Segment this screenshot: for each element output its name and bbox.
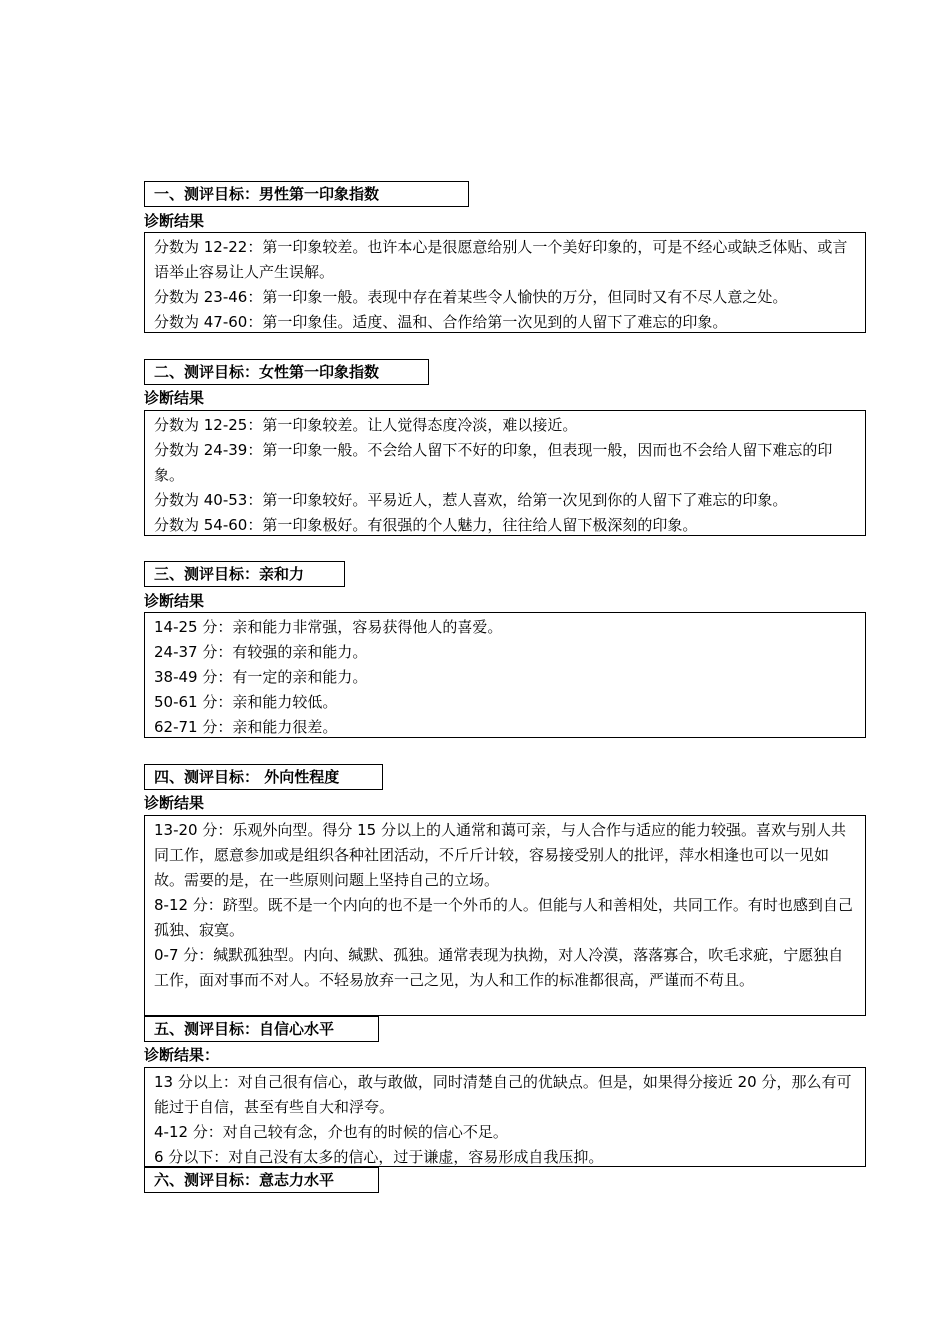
result-line: 24-37 分：有较强的亲和能力。: [154, 643, 368, 661]
result-line: 0-7 分：缄默孤独型。内向、缄默、孤独。通常表现为执拗，对人冷漠，落落寡合，吹毛求疵，宁愿独自工作，面对事而不对人。不轻易放弃一己之见，为人和工作的标准都很高，严谨而不苟且。: [154, 946, 844, 989]
result-line: 分数为 40-53：第一印象较好。平易近人，惹人喜欢，给第一次见到你的人留下了难忘的印象。: [154, 491, 788, 509]
result-line: 6 分以下：对自己没有太多的信心，过于谦虚，容易形成自我压抑。: [154, 1148, 604, 1166]
section-title-5: 五、测评目标：自信心水平: [144, 1016, 379, 1042]
diagnosis-label-5: 诊断结果：: [144, 1046, 220, 1064]
result-line: 62-71 分：亲和能力很差。: [154, 718, 338, 736]
result-line: 38-49 分：有一定的亲和能力。: [154, 668, 368, 686]
section-title-2: 二、测评目标：女性第一印象指数: [144, 359, 429, 385]
result-line: 分数为 47-60：第一印象佳。适度、温和、合作给第一次见到的人留下了难忘的印象。: [154, 313, 728, 331]
result-line: 分数为 24-39：第一印象一般。不会给人留下不好的印象，但表现一般，因而也不会给人留下难忘的印象。: [154, 441, 833, 484]
section-title-1: 一、测评目标：男性第一印象指数: [144, 181, 469, 207]
section-title-4: 四、测评目标： 外向性程度: [144, 764, 383, 790]
diagnosis-label-2: 诊断结果: [144, 389, 205, 407]
diagnosis-label-4: 诊断结果: [144, 794, 205, 812]
section-title-3: 三、测评目标：亲和力: [144, 561, 345, 587]
result-line: 50-61 分：亲和能力较低。: [154, 693, 338, 711]
result-line: 分数为 54-60：第一印象极好。有很强的个人魅力，往往给人留下极深刻的印象。: [154, 516, 698, 534]
result-line: 分数为 23-46：第一印象一般。表现中存在着某些令人愉快的万分，但同时又有不尽人意之处。: [154, 288, 788, 306]
section-title-6: 六、测评目标：意志力水平: [144, 1167, 379, 1193]
result-line: 4-12 分：对自己较有念，介也有的时候的信心不足。: [154, 1123, 508, 1141]
result-box-3: [144, 612, 866, 738]
result-box-5: [144, 1067, 866, 1167]
result-line: 13-20 分：乐观外向型。得分 15 分以上的人通常和蔼可亲，与人合作与适应的能力较强。喜欢与别人共同工作，愿意参加或是组织各种社团活动，不斤斤计较，容易接受别人的批评，萍水相逢也可以一见如故。需要的是，在一些原则问题上坚持自己的立场。: [154, 821, 846, 889]
result-line: 8-12 分：跻型。既不是一个内向的也不是一个外币的人。但能与人和善相处，共同工作。有时也感到自己孤独、寂寞。: [154, 896, 853, 939]
result-box-2: [144, 410, 866, 536]
result-line: 13 分以上：对自己很有信心，敢与敢做，同时清楚自己的优缺点。但是，如果得分接近 20 分，那么有可能过于自信，甚至有些自大和浮夸。: [154, 1073, 852, 1116]
result-box-1: [144, 232, 866, 333]
result-box-4: [144, 815, 866, 1016]
result-line: 分数为 12-25：第一印象较差。让人觉得态度冷淡，难以接近。: [154, 416, 578, 434]
result-line: 分数为 12-22：第一印象较差。也许本心是很愿意给别人一个美好印象的，可是不经心或缺乏体贴、或言语举止容易让人产生误解。: [154, 238, 848, 281]
diagnosis-label-3: 诊断结果: [144, 592, 205, 610]
diagnosis-label-1: 诊断结果: [144, 212, 205, 230]
result-line: 14-25 分：亲和能力非常强，容易获得他人的喜爱。: [154, 618, 503, 636]
